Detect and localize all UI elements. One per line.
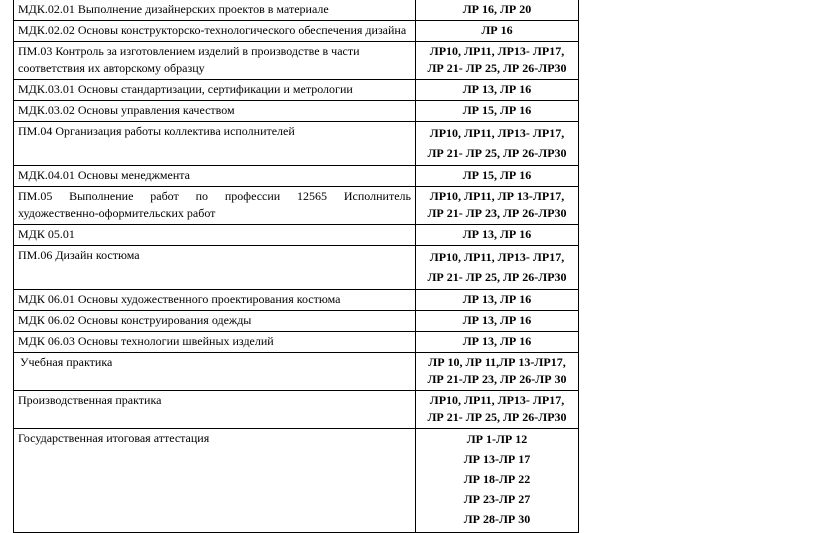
result-line: ЛР10, ЛР11, ЛР13- ЛР17, (429, 393, 565, 407)
table-row (14, 80, 579, 101)
result-line: ЛР 18-ЛР 22 (463, 472, 531, 486)
table-row (14, 429, 579, 533)
personal-results (416, 101, 579, 122)
personal-results (416, 42, 579, 80)
module-name: МДК 06.02 Основы конструирования одежды (14, 311, 416, 332)
table-row (14, 353, 579, 391)
table-row (14, 187, 579, 225)
result-line: ЛР10, ЛР11, ЛР13- ЛР17, (429, 44, 565, 58)
module-name: ПМ.03 Контроль за изготовлением изделий в производстве в части соответствия их авторскому образцу (14, 42, 416, 80)
table-row (14, 311, 579, 332)
module-name: МДК.03.02 Основы управления качеством (14, 101, 416, 122)
result-line: ЛР 13, ЛР 16 (462, 313, 532, 327)
result-line: ЛР 13-ЛР 17 (463, 452, 531, 466)
personal-results (416, 290, 579, 311)
module-name: МДК 06.01 Основы художественного проектирования костюма (14, 290, 416, 311)
result-line: ЛР10, ЛР11, ЛР13- ЛР17, (429, 250, 565, 264)
personal-results (416, 353, 579, 391)
result-line: ЛР 28-ЛР 30 (463, 512, 531, 526)
result-line: ЛР 21- ЛР 23, ЛР 26-ЛР30 (427, 206, 567, 220)
table-row (14, 21, 579, 42)
table-row (14, 290, 579, 311)
module-name: Производственная практика (14, 391, 416, 429)
table-row (14, 225, 579, 246)
module-name: МДК 06.03 Основы технологии швейных изделий (14, 332, 416, 353)
module-name: ПМ.04 Организация работы коллектива исполнителей (14, 122, 416, 166)
table-row (14, 332, 579, 353)
module-name: ПМ.05 Выполнение работ по профессии 12565 Исполнитель художественно-оформительских работ (14, 187, 416, 225)
result-line: ЛР 13, ЛР 16 (462, 292, 532, 306)
result-line: ЛР10, ЛР11, ЛР 13-ЛР17, (429, 189, 565, 203)
personal-results (416, 225, 579, 246)
personal-results (416, 246, 579, 290)
result-line: ЛР 23-ЛР 27 (463, 492, 531, 506)
personal-results (416, 311, 579, 332)
table-row (14, 166, 579, 187)
table-row (14, 246, 579, 290)
result-line: ЛР 13, ЛР 16 (462, 82, 532, 96)
result-line: ЛР 21- ЛР 25, ЛР 26-ЛР30 (427, 410, 567, 424)
personal-results (416, 391, 579, 429)
personal-results (416, 21, 579, 42)
personal-results (416, 0, 579, 21)
personal-results (416, 187, 579, 225)
result-line: ЛР 16, ЛР 20 (462, 2, 532, 16)
table-row (14, 42, 579, 80)
module-name: МДК 05.01 (14, 225, 416, 246)
result-line: ЛР10, ЛР11, ЛР13- ЛР17, (429, 126, 565, 140)
table-row (14, 122, 579, 166)
result-line: ЛР 15, ЛР 16 (462, 168, 532, 182)
personal-results (416, 332, 579, 353)
result-line: ЛР 1-ЛР 12 (466, 432, 528, 446)
result-line: ЛР 10, ЛР 11,ЛР 13-ЛР17, (428, 355, 566, 369)
module-name: Учебная практика (14, 353, 416, 391)
result-line: ЛР 13, ЛР 16 (462, 334, 532, 348)
result-line: ЛР 21- ЛР 25, ЛР 26-ЛР30 (427, 61, 567, 75)
personal-results (416, 429, 579, 533)
module-name: МДК.04.01 Основы менеджмента (14, 166, 416, 187)
module-name: МДК.02.01 Выполнение дизайнерских проектов в материале (14, 0, 416, 21)
results-table (13, 0, 579, 533)
result-line: ЛР 15, ЛР 16 (462, 103, 532, 117)
result-line: ЛР 13, ЛР 16 (462, 227, 532, 241)
personal-results (416, 80, 579, 101)
table-row (14, 0, 579, 21)
table-row (14, 391, 579, 429)
result-line: ЛР 21- ЛР 25, ЛР 26-ЛР30 (427, 146, 567, 160)
module-name: ПМ.06 Дизайн костюма (14, 246, 416, 290)
personal-results (416, 122, 579, 166)
module-name: МДК.02.02 Основы конструкторско-технологического обеспечения дизайна (14, 21, 416, 42)
module-name: Государственная итоговая аттестация (14, 429, 416, 533)
result-line: ЛР 21-ЛР 23, ЛР 26-ЛР 30 (427, 372, 567, 386)
module-name: МДК.03.01 Основы стандартизации, сертификации и метрологии (14, 80, 416, 101)
table-row (14, 101, 579, 122)
personal-results (416, 166, 579, 187)
result-line: ЛР 16 (481, 23, 513, 37)
result-line: ЛР 21- ЛР 25, ЛР 26-ЛР30 (427, 270, 567, 284)
